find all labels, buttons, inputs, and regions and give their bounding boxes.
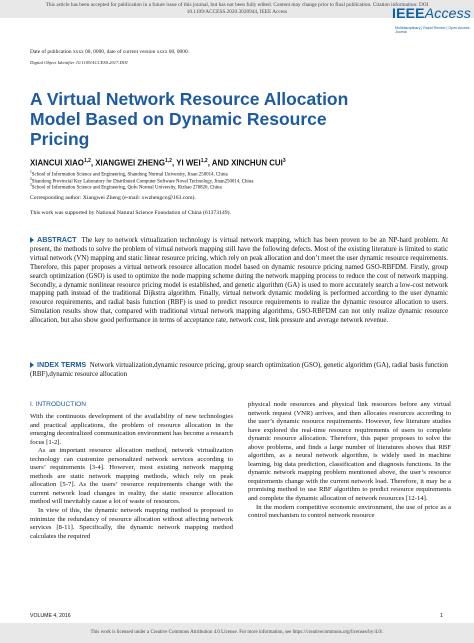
license-text: This work is licensed under a Creative Commons Attribution 4.0 License. For more information, see https://creativecommons.org/licenses/by/4.0/. [90,630,384,635]
affiliation [30,182,330,192]
paragraph: As an important resource allocation method, network virtualization technology can customize personalized network services according to users’ requirements [3-4]. However, most existing network mapping methods are static network mapping methods, which rely on peak allocation [5-7]. As the users’ resource requirements change with the current network load changes in reality, the static resource allocation method will inevitably cause a lot of waste of resources. [30,447,233,506]
author-sup: 3 [282,158,286,164]
paragraph: In the modern competitive economic environment, the use of price as a control mechanism to control network resource [248,503,451,520]
index-terms-text: Network virtualization,dynamic resource pricing, group search optimization (GSO), genetic algorithm (GA), radial basis function (RBF),dynamic resource allocation [30,362,448,378]
author-name: AND XINCHUN CUI [211,158,283,168]
aff-text: Shandong Provincial Key Laboratory for Distributed Computer Software Novel Technology, Jinan250014, China [31,179,254,185]
abstract-block [30,236,448,326]
index-terms-heading: INDEX TERMS [37,360,87,369]
right-column [248,401,451,521]
index-terms-block [30,361,448,380]
aff-sup: 1 [30,170,32,174]
triangle-marker-icon [30,362,34,368]
abstract-text: The key to network virtualization technology is virtual network mapping, which has been proven to be an NP-hard problem. At present, the methods to solve the problem of virtual network mapping still have the following defects. Most of the existing literature is limited to static virtual network (VN) mapping and static linear resource pricing, which rely on peak allocation and don’t meet the user dynamic resource requirements. Therefore, this paper proposes a virtual network resource allocation model based on dynamic resource pricing named GSO-RBFDM. Firstly, group search optimization (GSO) is used to optimize the node mapping scheme during the network mapping process to reduce the cost of network mapping. Secondly, a dynamic nonlinear resource pricing model is established, and genetic algorithm (GA) is used to more accurately search a low-cost network mapping path instead of the traditional Dijkstra algorithm. Finally, virtual network dynamic modeling is performed according to the user dynamic resource requirements, and radial basis function (RBF) is used to predict resource requirements to realize the dynamic resource allocation to users. Simulation results show that, compared with traditional virtual network mapping algorithms, GSO-RBFDM can not only realize dynamic resource allocation, but also show good performance in terms of acceptance rate, network cost, link pressure and average network revenue. [30,237,448,325]
aff-text: School of Information Science and Engineering, Shandong Normal University, Jinan 250014, China [31,172,228,178]
corresponding-author: Corresponding author: Xiangwei Zheng (e-mail: xwzhengcn@163.com). [30,195,196,201]
doi-line: Digital Object Identifier 10.1109/ACCESS.2017.DOI [30,60,128,65]
abstract-heading: ABSTRACT [37,235,77,244]
left-column [30,413,233,541]
author-sup: 1,2 [83,158,91,164]
author-sup: 1,2 [200,158,208,164]
logo-ieee: IEEE [392,5,425,21]
publication-dates: Date of publication xxxx 00, 0000, date of current version xxxx 00, 0000. [30,49,189,55]
volume-label: VOLUME 4, 2016 [30,613,71,619]
aff-text: School of Information Science and Engineering, Qufu Normal University, Rizhao 276826, China [31,185,222,191]
banner-line-2: 10.1109/ACCESS.2020.3020944, IEEE Access [186,8,288,15]
author-name: YI WEI [176,158,201,168]
paragraph: In view of this, the dynamic network mapping method is proposed to minimize the redundancy of resource allocation without affecting network services [8-11]. Specifically, the dynamic network mapping method calculates the required [30,507,233,540]
ieee-access-logo [392,5,471,21]
logo-access: Access [424,5,472,21]
banner-line-1: This article has been accepted for publication in a future issue of this journal, but has not been fully edited. Content may change prior to final publication. Citation information: DOI [45,2,429,8]
author-name: XIANGWEI ZHENG [95,158,165,168]
section-heading: I. INTRODUCTION [30,401,87,408]
author-list: XIANCUI XIAO$^{1,2}$, XIANGWEI ZHENG$^{1,2}$, YI WEI$^{1,2}$, AND XINCHUN CUI$^3$ [30,158,286,168]
author-sup: 1,2 [164,158,172,164]
author-name: XIANCUI XIAO [30,158,84,168]
funding-note: This work was supported by National Natural Science Foundation of China (61373149). [30,210,231,216]
paragraph: With the continuous development of the availability of new technologies and practical applications, the problem of resource allocation in the emerging decentralized communication environment has become a research focus [1-2]. [30,413,233,446]
triangle-marker-icon [30,237,34,243]
paper-title: A Virtual Network Resource Allocation Model Based on Dynamic Resource Pricing [30,89,349,149]
paragraph: physical node resources and physical link resources before any virtual network request (VNR) arrives, and then allocates resources according to the user’s dynamic resource requirements. However, few literature studies have explored the real-time resource requirements of users to complete dynamic resource allocation. Therefore, this paper proposes to solve the above problems, and finds a large number of literatures shows that RBF algorithm, as a neural network algorithm, is widely used in machine learning, big data prediction, classification and diagnosis functions. In the dynamic network mapping problem mentioned above, the user’s resource requirements change with the current network load. Therefore, it may be a promising method to use RBF algorithm to predict resource requirements and complete the dynamic allocation of network resources [12-14]. [248,401,451,503]
logo-tagline: Multidisciplinary | Rapid Review | Open Access Journal [395,26,470,34]
aff-sup: 2 [30,176,32,181]
aff-sup: 3 [30,183,32,187]
page-number: 1 [440,613,443,619]
